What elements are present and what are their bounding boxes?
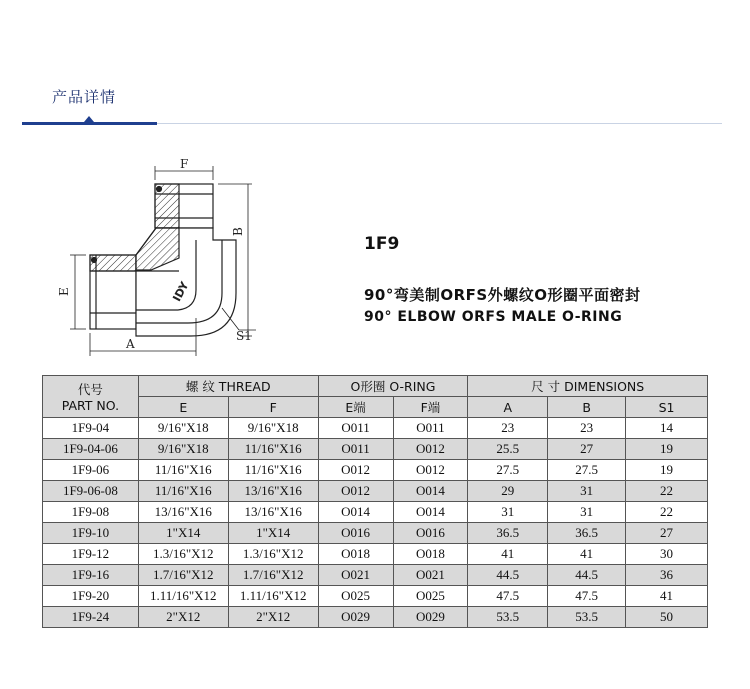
cell-dim-a: 29 xyxy=(468,481,548,502)
cell-thread-e: 11/16"X16 xyxy=(138,481,228,502)
table-row xyxy=(43,523,708,544)
cell-dim-a: 41 xyxy=(468,544,548,565)
cell-thread-e: 2"X12 xyxy=(138,607,228,628)
tab-active-indicator xyxy=(22,122,157,125)
cell-part-no: 1F9-16 xyxy=(43,565,139,586)
cell-oring-e: O016 xyxy=(318,523,393,544)
cell-oring-f: O025 xyxy=(393,586,468,607)
cell-part-no: 1F9-06-08 xyxy=(43,481,139,502)
table-row xyxy=(43,418,708,439)
cell-thread-e: 13/16"X16 xyxy=(138,502,228,523)
subheader-a: A xyxy=(468,397,548,418)
cell-part-no: 1F9-06 xyxy=(43,460,139,481)
cell-dim-s1: 19 xyxy=(626,439,708,460)
subheader-e: E xyxy=(138,397,228,418)
cell-dim-b: 47.5 xyxy=(548,586,626,607)
cell-dim-a: 27.5 xyxy=(468,460,548,481)
table-row xyxy=(43,481,708,502)
cell-oring-f: O012 xyxy=(393,460,468,481)
cell-dim-a: 23 xyxy=(468,418,548,439)
dim-label-e: E xyxy=(57,287,71,296)
table-row xyxy=(43,586,708,607)
subheader-f-end: F端 xyxy=(393,397,468,418)
cell-dim-a: 44.5 xyxy=(468,565,548,586)
cell-thread-f: 9/16"X18 xyxy=(228,418,318,439)
cell-dim-b: 44.5 xyxy=(548,565,626,586)
spec-table xyxy=(42,375,708,628)
cell-dim-b: 23 xyxy=(548,418,626,439)
dim-label-a: A xyxy=(126,337,135,351)
header-part-no xyxy=(43,376,139,418)
cell-thread-f: 11/16"X16 xyxy=(228,439,318,460)
cell-dim-b: 31 xyxy=(548,502,626,523)
cell-oring-e: O025 xyxy=(318,586,393,607)
header-dimensions: 尺 寸 DIMENSIONS xyxy=(468,376,708,397)
cell-thread-f: 2"X12 xyxy=(228,607,318,628)
product-title-cn: 90°弯美制ORFS外螺纹O形圈平面密封 xyxy=(364,286,641,304)
cell-thread-f: 1.11/16"X12 xyxy=(228,586,318,607)
dim-label-s1: S1 xyxy=(236,329,252,343)
cell-oring-e: O012 xyxy=(318,460,393,481)
cell-thread-f: 13/16"X16 xyxy=(228,502,318,523)
cell-dim-s1: 36 xyxy=(626,565,708,586)
cell-thread-f: 1.7/16"X12 xyxy=(228,565,318,586)
cell-oring-e: O021 xyxy=(318,565,393,586)
cell-part-no: 1F9-24 xyxy=(43,607,139,628)
cell-thread-f: 1.3/16"X12 xyxy=(228,544,318,565)
cell-thread-f: 1"X14 xyxy=(228,523,318,544)
header-thread: 螺 纹 THREAD xyxy=(138,376,318,397)
cell-dim-b: 27.5 xyxy=(548,460,626,481)
table-row xyxy=(43,565,708,586)
cell-thread-e: 9/16"X18 xyxy=(138,418,228,439)
cell-oring-e: O029 xyxy=(318,607,393,628)
cell-oring-f: O016 xyxy=(393,523,468,544)
cell-oring-e: O011 xyxy=(318,418,393,439)
cell-dim-b: 36.5 xyxy=(548,523,626,544)
cell-thread-e: 9/16"X18 xyxy=(138,439,228,460)
cell-part-no: 1F9-08 xyxy=(43,502,139,523)
header-oring: O形圈 O-RING xyxy=(318,376,468,397)
table-row xyxy=(43,439,708,460)
subheader-s1: S1 xyxy=(626,397,708,418)
cell-dim-s1: 30 xyxy=(626,544,708,565)
cell-dim-s1: 50 xyxy=(626,607,708,628)
cell-oring-e: O014 xyxy=(318,502,393,523)
subheader-f: F xyxy=(228,397,318,418)
cell-dim-s1: 22 xyxy=(626,502,708,523)
cell-dim-a: 36.5 xyxy=(468,523,548,544)
cell-dim-s1: 22 xyxy=(626,481,708,502)
cell-oring-f: O011 xyxy=(393,418,468,439)
dim-label-f: F xyxy=(180,158,189,171)
cell-thread-e: 11/16"X16 xyxy=(138,460,228,481)
cell-dim-a: 47.5 xyxy=(468,586,548,607)
cell-dim-b: 53.5 xyxy=(548,607,626,628)
subheader-e-end: E端 xyxy=(318,397,393,418)
table-row xyxy=(43,460,708,481)
header-part-cn: 代号 xyxy=(77,382,103,397)
cell-oring-f: O029 xyxy=(393,607,468,628)
cell-oring-e: O011 xyxy=(318,439,393,460)
cell-part-no: 1F9-04-06 xyxy=(43,439,139,460)
cell-thread-e: 1.11/16"X12 xyxy=(138,586,228,607)
cell-dim-a: 53.5 xyxy=(468,607,548,628)
cell-dim-b: 31 xyxy=(548,481,626,502)
table-row xyxy=(43,502,708,523)
cell-dim-s1: 41 xyxy=(626,586,708,607)
table-row xyxy=(43,607,708,628)
cell-dim-a: 31 xyxy=(468,502,548,523)
cell-part-no: 1F9-04 xyxy=(43,418,139,439)
elbow-fitting-drawing xyxy=(56,158,266,358)
cell-oring-f: O021 xyxy=(393,565,468,586)
subheader-b: B xyxy=(548,397,626,418)
cell-dim-s1: 19 xyxy=(626,460,708,481)
cell-thread-e: 1"X14 xyxy=(138,523,228,544)
brand-mark-text: IDY xyxy=(170,279,192,304)
cell-thread-e: 1.7/16"X12 xyxy=(138,565,228,586)
cell-part-no: 1F9-10 xyxy=(43,523,139,544)
cell-part-no: 1F9-20 xyxy=(43,586,139,607)
cell-thread-f: 11/16"X16 xyxy=(228,460,318,481)
header-part-en: PART NO. xyxy=(61,398,120,413)
spec-table-body xyxy=(43,418,708,628)
cell-dim-b: 27 xyxy=(548,439,626,460)
part-code: 1F9 xyxy=(364,234,400,254)
product-title-en: 90° ELBOW ORFS MALE O-RING xyxy=(364,309,623,325)
cell-part-no: 1F9-12 xyxy=(43,544,139,565)
product-details-tab[interactable]: 产品详情 xyxy=(52,88,117,106)
cell-thread-f: 13/16"X16 xyxy=(228,481,318,502)
cell-oring-f: O014 xyxy=(393,481,468,502)
table-row xyxy=(43,544,708,565)
cell-oring-f: O012 xyxy=(393,439,468,460)
cell-dim-a: 25.5 xyxy=(468,439,548,460)
cell-oring-e: O018 xyxy=(318,544,393,565)
cell-dim-s1: 14 xyxy=(626,418,708,439)
cell-dim-s1: 27 xyxy=(626,523,708,544)
cell-oring-f: O014 xyxy=(393,502,468,523)
tab-caret-icon xyxy=(84,116,94,122)
cell-oring-e: O012 xyxy=(318,481,393,502)
cell-oring-f: O018 xyxy=(393,544,468,565)
dim-label-b: B xyxy=(231,227,245,236)
cell-dim-b: 41 xyxy=(548,544,626,565)
cell-thread-e: 1.3/16"X12 xyxy=(138,544,228,565)
